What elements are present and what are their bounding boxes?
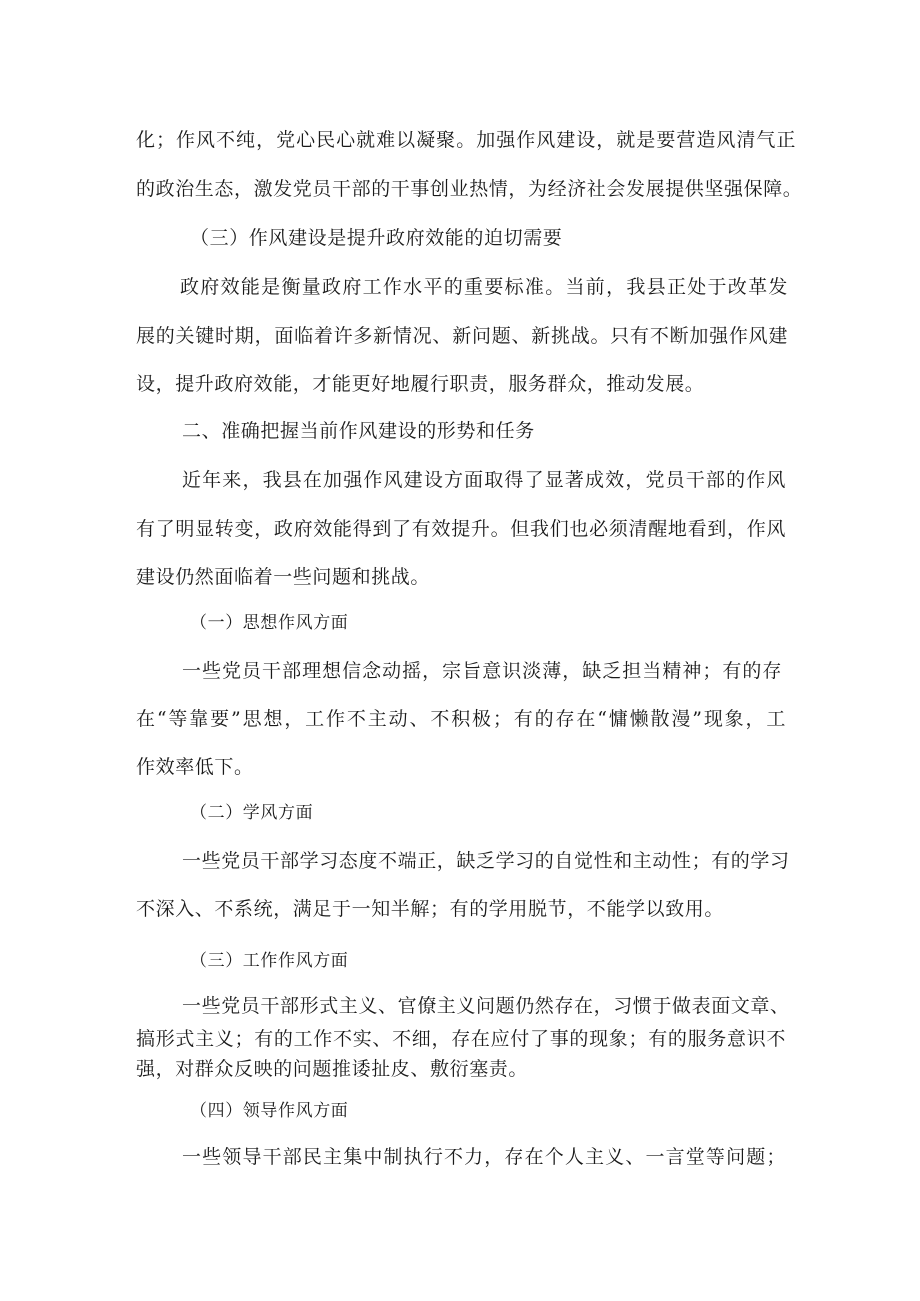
paragraph-line: 一些党员干部形式主义、官僚主义问题仍然存在，习惯于做表面文章、	[182, 995, 790, 1017]
paragraph-line: 政府效能是衡量政府工作水平的重要标准。当前，我县正处于改革发	[180, 276, 788, 298]
paragraph-line: 在“等靠要”思想，工作不主动、不积极；有的存在“慵懒散漫”现象，工	[136, 708, 786, 730]
section-heading: （一）思想作风方面	[190, 613, 349, 633]
paragraph-line: 的政治生态，激发党员干部的干事创业热情，为经济社会发展提供坚强保障。	[136, 178, 803, 200]
paragraph-line: 一些党员干部理想信念动摇，宗旨意识淡薄，缺乏担当精神；有的存	[182, 660, 782, 682]
paragraph-line: 一些党员干部学习态度不端正，缺乏学习的自觉性和主动性；有的学习	[182, 850, 790, 872]
paragraph-line: 建设仍然面临着一些问题和挑战。	[136, 566, 431, 588]
paragraph-line: 有了明显转变，政府效能得到了有效提升。但我们也必须清醒地看到，作风	[136, 518, 786, 540]
section-heading: （四）领导作风方面	[190, 1101, 349, 1121]
section-heading: （三）作风建设是提升政府效能的迫切需要	[190, 227, 563, 249]
paragraph-line: 强，对群众反映的问题推诿扯皮、敷衍塞责。	[136, 1058, 529, 1080]
paragraph-line: 一些领导干部民主集中制执行不力，存在个人主义、一言堂等问题；	[182, 1146, 786, 1168]
paragraph-line: 设，提升政府效能，才能更好地履行职责，服务群众，推动发展。	[136, 373, 705, 395]
paragraph-line: 不深入、不系统，满足于一知半解；有的学用脱节，不能学以致用。	[136, 898, 725, 920]
section-heading: （三）工作作风方面	[190, 951, 349, 971]
paragraph-line: 展的关键时期，面临着许多新情况、新问题、新挑战。只有不断加强作风建	[136, 325, 788, 347]
section-heading: （二）学风方面	[190, 803, 314, 823]
paragraph-line: 近年来，我县在加强作风建设方面取得了显著成效，党员干部的作风	[182, 469, 786, 491]
paragraph-line: 化；作风不纯，党心民心就难以凝聚。加强作风建设，就是要营造风清气正	[136, 129, 796, 151]
section-heading: 二、准确把握当前作风建设的形势和任务	[182, 420, 535, 442]
paragraph-line: 作效率低下。	[136, 756, 254, 778]
paragraph-line: 搞形式主义；有的工作不实、不细，存在应付了事的现象；有的服务意识不	[136, 1028, 786, 1050]
